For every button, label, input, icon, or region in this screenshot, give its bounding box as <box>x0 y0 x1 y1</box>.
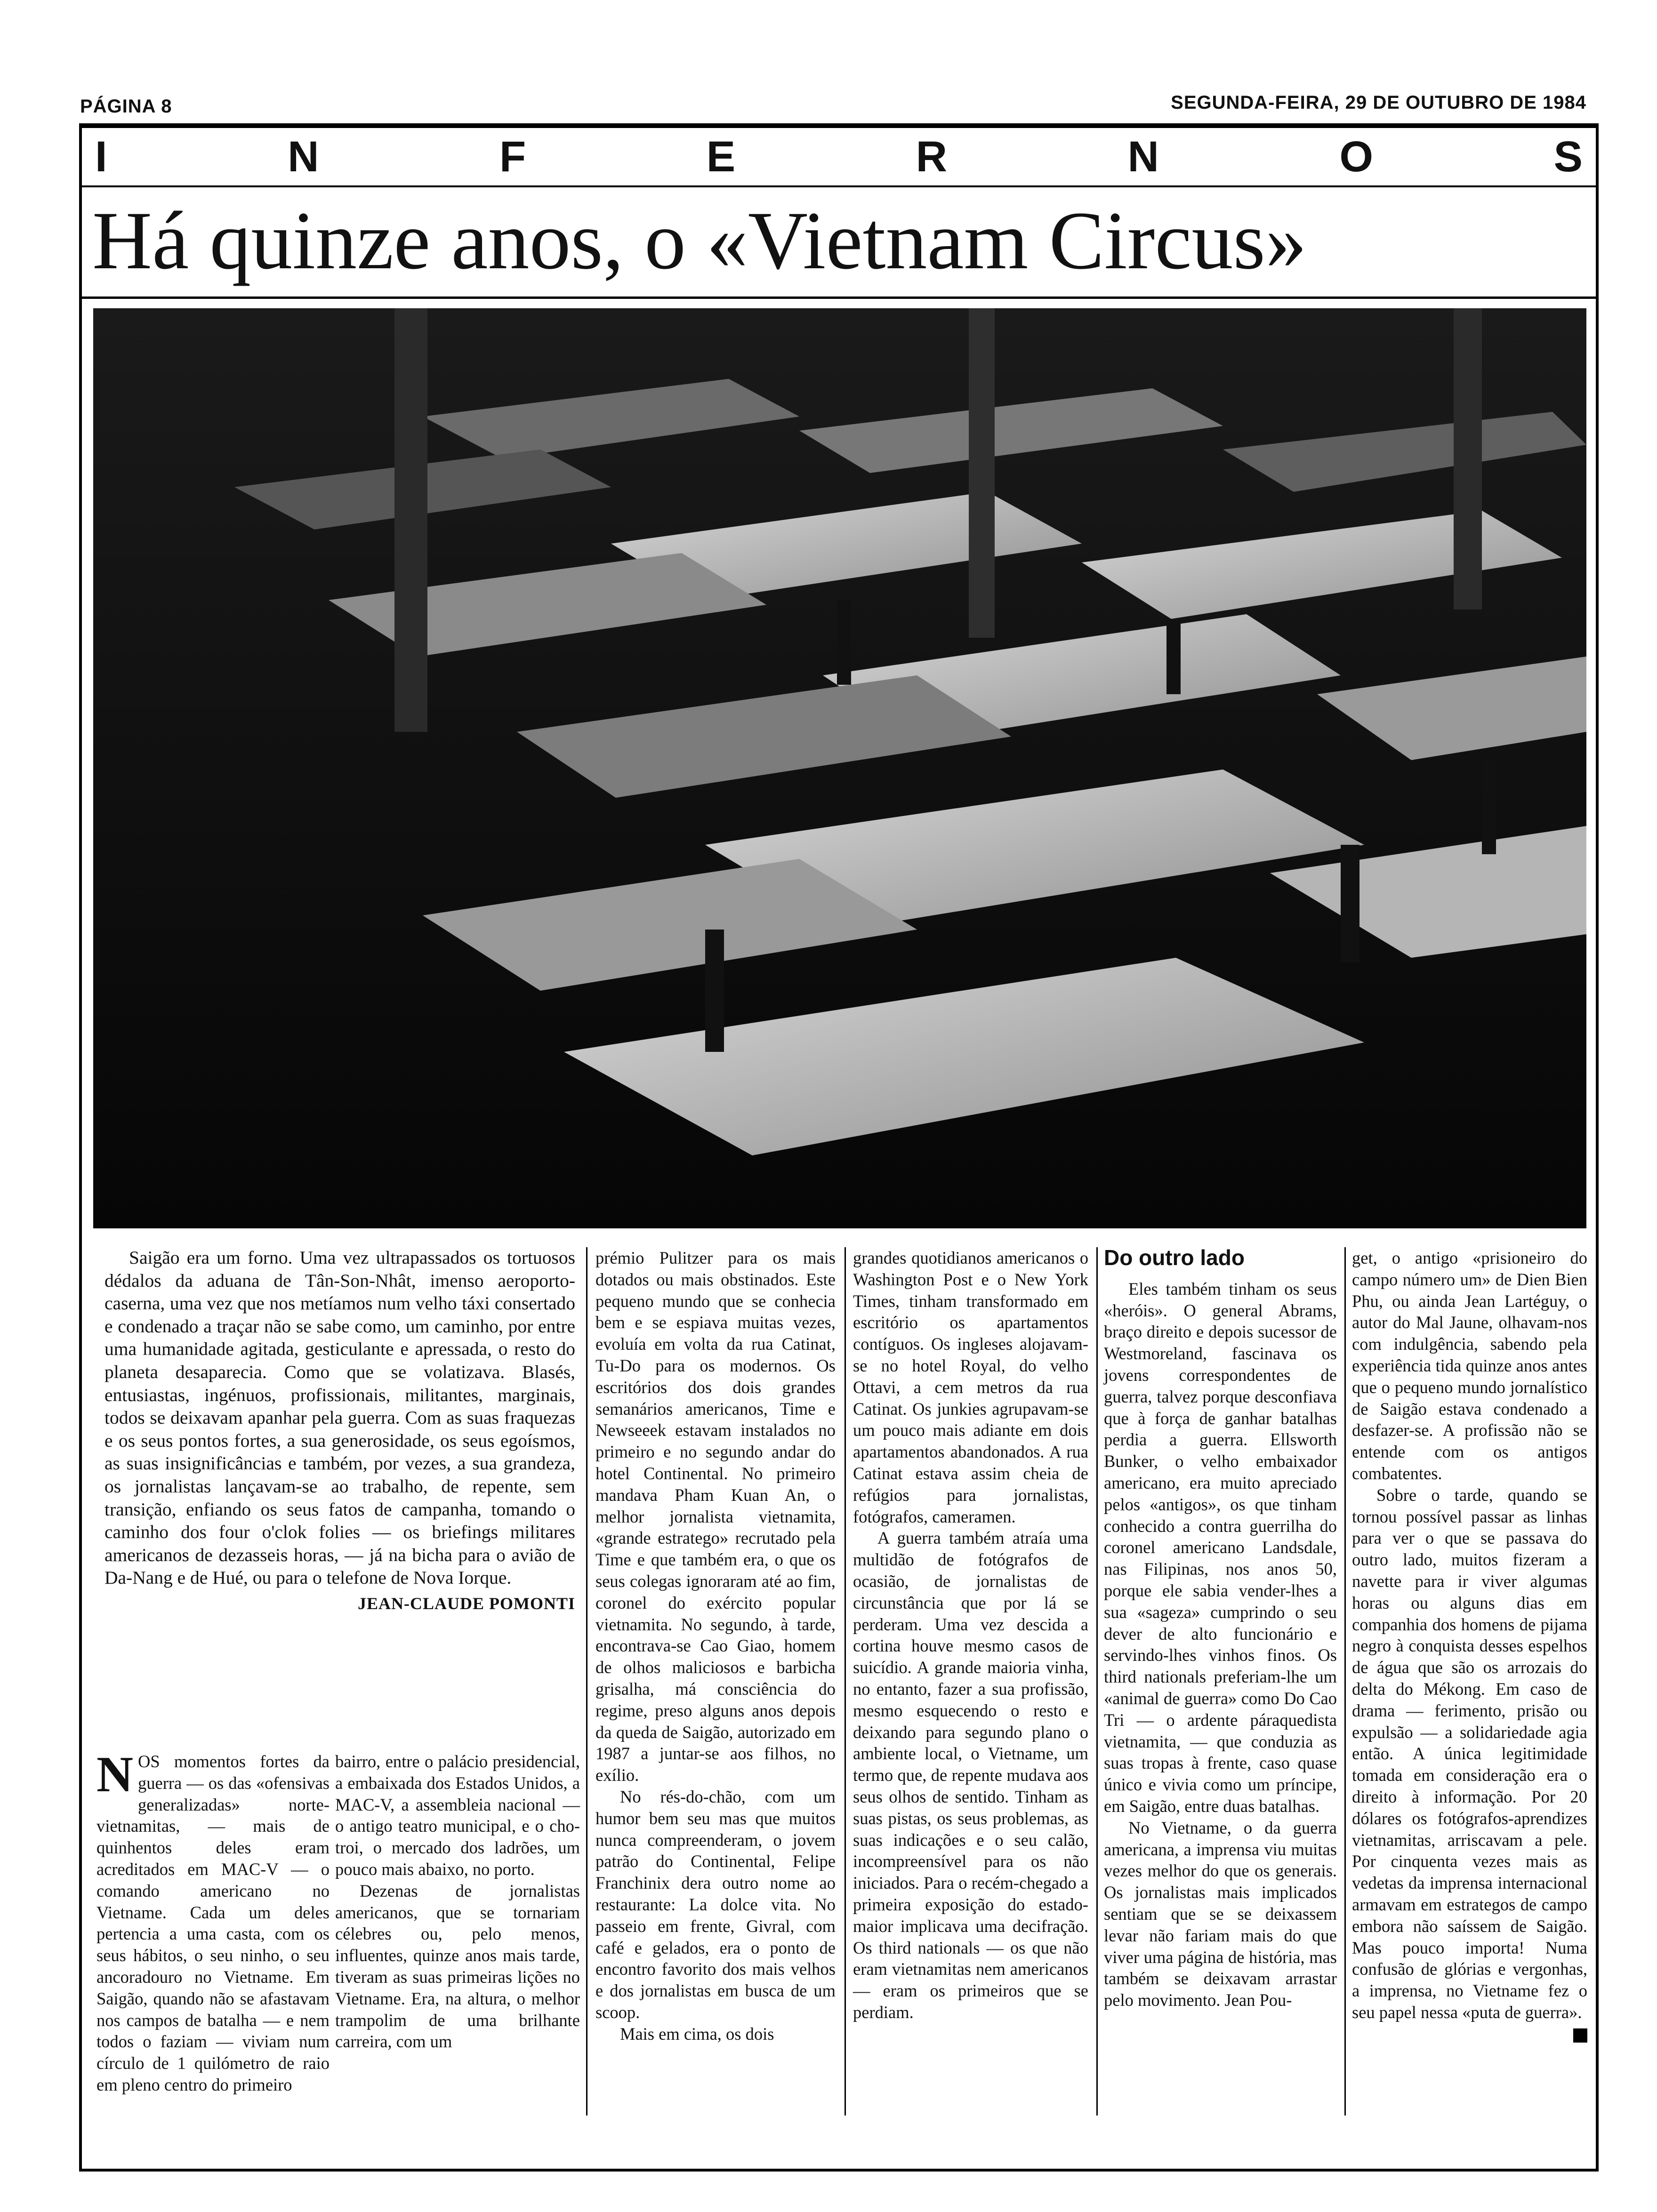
section-letter: O <box>1339 133 1374 181</box>
photo-illustration <box>93 308 1586 1228</box>
column-2 <box>335 1751 580 2052</box>
column-4 <box>853 1247 1088 2023</box>
column-4-paragraph: A guerra também atraía uma multidão de fotógrafos de ocasião, de jornalistas de circunstância que por lá se perderam. Uma vez descida a cortina houve mesmo casos de suicídio. A grande maioria vinha, no entanto, fazer a sua profissão, mesmo esquecendo o resto e deixando para segundo plano o ambiente local, o Vietname, um termo que, de repente mudava aos seus olhos de sentido. Tinham as suas pistas, os seus problemas, as suas indicações e o seu calão, incompreensível para os não iniciados. Para o recém-chegado a primeira exposição do estado-maior implicava uma decifração. Os third nationals — os que não eram vietnamitas nem americanos — eram os primeiros que se perdiam. <box>853 1528 1088 2022</box>
drop-cap: N <box>97 1747 133 1803</box>
section-letter: S <box>1553 133 1583 181</box>
intro-paragraph: Saigão era um forno. Uma vez ultrapassados os tortuosos dédalos da aduana de Tân-Son-Nhât, imenso aeroporto-caserna, uma vez que nos metíamos num velho táxi consertado e condenado a traçar não se sabe como, um caminho, por entre uma humanidade agitada, gesticulante e apressada, o resto do planeta desaparecia. Como que se volatizava. Blasés, entusiastas, ingénuos, profissionais, militantes, marginais, todos se deixavam apanhar pela guerra. Com as suas fraquezas e os seus pontos fortes, a sua generosidade, os seus egoísmos, as suas insignificâncias e também, por vezes, a sua grandeza, os jornalistas lançavam-se ao trabalho, de repente, sem transição, enfiando os seus fatos de campanha, tomando o caminho dos four o'clok folies — os briefings militares americanos de dezasseis horas, — já na bicha para o avião de Da-Nang e de Hué, ou para o telefone de Nova Iorque. <box>105 1247 575 1588</box>
headline-rule <box>82 297 1596 299</box>
column-5 <box>1104 1247 1337 2011</box>
column-2-paragraph: Dezenas de jornalistas americanos, que se tornariam célebres ou, pelo menos, influentes, quinze anos mais tarde, tiveram as suas primeiras lições no Vietname. Era, na altura, o melhor trampolim de uma brilhante carreira, com um <box>335 1881 580 2052</box>
column-3 <box>595 1247 836 2044</box>
section-letter: I <box>95 133 107 181</box>
column-rule <box>1344 1247 1346 2116</box>
column-6-paragraph: Sobre o tarde, quando se tornou possível passar as linhas para ver o que se passava do outro lado, muitos fizeram a navette para ir viver algumas horas ou alguns dias em companhia dos homens de pijama negro à conquista desses espelhos de água que são os arrozais do delta do Mékong. Em caso de drama — ferimento, prisão ou expulsão — a solidariedade agia então. A única legitimidade tomada em consideração era o direito à informação. Por 20 dólares os fotógrafos-aprendizes vietnamitas, arriscavam a pele. Por cinquenta vezes mais as vedetas da imprensa internacional armavam em estrategos de campo embora não saíssem de Saigão. Mas pouco importa! Numa confusão de glórias e vergonhas, a imprensa, no Vietname fez o seu papel nessa «puta de guerra». <box>1352 1485 1587 2022</box>
column-rule <box>845 1247 846 2116</box>
section-letter: F <box>499 133 526 181</box>
byline: JEAN-CLAUDE POMONTI <box>357 1594 575 1613</box>
column-rule <box>1096 1247 1098 2116</box>
end-mark-icon <box>1573 2028 1587 2043</box>
article-intro <box>105 1246 575 1615</box>
subhead: Do outro lado <box>1104 1245 1245 1270</box>
headline: Há quinze anos, o «Vietnam Circus» <box>92 195 1307 287</box>
column-5-paragraph: Eles também tinham os seus «heróis». O general Abrams, braço direito e depois sucessor de Westmoreland, fascinava os jovens correspondentes de guerra, talvez porque desconfiava que à força de ganhar batalhas perdia a guerra. Ellsworth Bunker, o velho embaixador americano, era muito apreciado pelos «antigos», os que tinham conhecido a contra guerrilha do coronel americano Landsdale, nas Filipinas, nos anos 50, porque ele sabia vender-lhes a sua «sageza» cumprindo o seu dever de alto funcionário e servindo-lhes vinhos finos. Os third nationals preferiam-lhe um «animal de guerra» como Do Cao Tri — o ardente páraquedista vietnamita, — que conduzia as suas tropas à frente, caso quase único e vivia como um príncipe, em Saigão, entre duas batalhas. <box>1104 1279 1337 1816</box>
column-3-paragraph: prémio Pulitzer para os mais dotados ou mais obstinados. Este pequeno mundo que se conhecia bem e se espiava muitas vezes, evoluía em volta da rua Catinat, Tu-Do para os modernos. Os escritórios dos dois grandes semanários americanos, Time e Newseeek estavam instalados no primeiro e no segundo andar do hotel Continental. No primeiro mandava Pham Kuan An, o melhor jornalista vietnamita, «grande estratego» recrutado pela Time e que também era, o que os seus colegas ignoraram até ao fim, coronel do exército popular vietnamita. No segundo, à tarde, encontrava-se Cao Giao, homem de olhos maliciosos e barbicha grisalha, má consciência do regime, preso alguns anos depois da queda de Saigão, autorizado em 1987 a juntar-se aos filhos, no exílio. <box>595 1248 836 1785</box>
column-4-paragraph: grandes quotidianos americanos o Washington Post e o New York Times, tinham transformado em escritório os apartamentos contíguos. Os ingleses alojavam-se no hotel Royal, do velho Ottavi, a cem metros da rua Catinat. Os junkies agrupavam-se um pouco mais adiante em dois apartamentos abandonados. A rua Catinat estava assim cheia de refúgios para jornalistas, fotógrafos, cameramen. <box>853 1248 1088 1526</box>
page-number: PÁGINA 8 <box>80 96 172 117</box>
section-banner <box>79 123 1599 187</box>
section-letter: E <box>706 133 736 181</box>
column-5-paragraph: No Vietname, o da guerra americana, a imprensa viu muitas vezes melhor do que os generais. Os jornalistas mais implicados sentiam que se se deixassem levar não fariam mais do que viver uma página de história, mas também se deixavam arrastar pelo movimento. Jean Pou- <box>1104 1818 1337 2010</box>
column-2-paragraph: bairro, entre o palácio presidencial, a embaixada dos Estados Unidos, a MAC-V, a assembleia nacional — o antigo teatro municipal, e o cho-troi, o mercado dos ladrões, um pouco mais abaixo, no porto. <box>335 1752 580 1879</box>
column-1-text: OS momentos fortes da guerra — os das «ofensivas generalizadas» norte-vietnamitas, — mais de quinhentos deles eram acreditados em MAC-V — o comando americano no Vietname. Cada um deles pertencia a uma casta, com os seus hábitos, o seu ninho, o seu ancoradouro no Vietname. Em Saigão, quando não se afastavam nos campos de batalha — e nem todos o faziam — viviam num círculo de 1 quilómetro de raio em pleno centro do primeiro <box>97 1752 330 2094</box>
section-letter: N <box>288 133 319 181</box>
page-date: SEGUNDA-FEIRA, 29 DE OUTUBRO DE 1984 <box>1171 92 1586 113</box>
column-3-paragraph: Mais em cima, os dois <box>620 2024 774 2044</box>
column-1 <box>97 1747 330 2096</box>
section-letter: N <box>1127 133 1159 181</box>
column-rule <box>586 1247 587 2116</box>
column-6 <box>1352 1247 1587 2044</box>
column-3-paragraph: No rés-do-chão, com um humor bem seu mas que muitos nunca compreenderam, o jovem patrão do Continental, Felipe Franchinix dera outro nome ao restaurante: La dolce vita. No passeio em frente, Givral, com café e gelados, era o ponto de encontro favorito dos mais velhos e dos jornalistas em busca de um scoop. <box>595 1787 836 2022</box>
column-6-paragraph: get, o antigo «prisioneiro do campo número um» de Dien Bien Phu, ou ainda Jean Lartéguy, o autor do Mal Jaune, olhavam-nos com indulgência, sabendo pela experiência tida quinze anos antes que o pequeno mundo jornalístico de Saigão estava condenado a desfazer-se. A profissão não se entende com os antigos combatentes. <box>1352 1248 1587 1483</box>
article-photo <box>93 308 1586 1228</box>
section-letter: R <box>916 133 948 181</box>
